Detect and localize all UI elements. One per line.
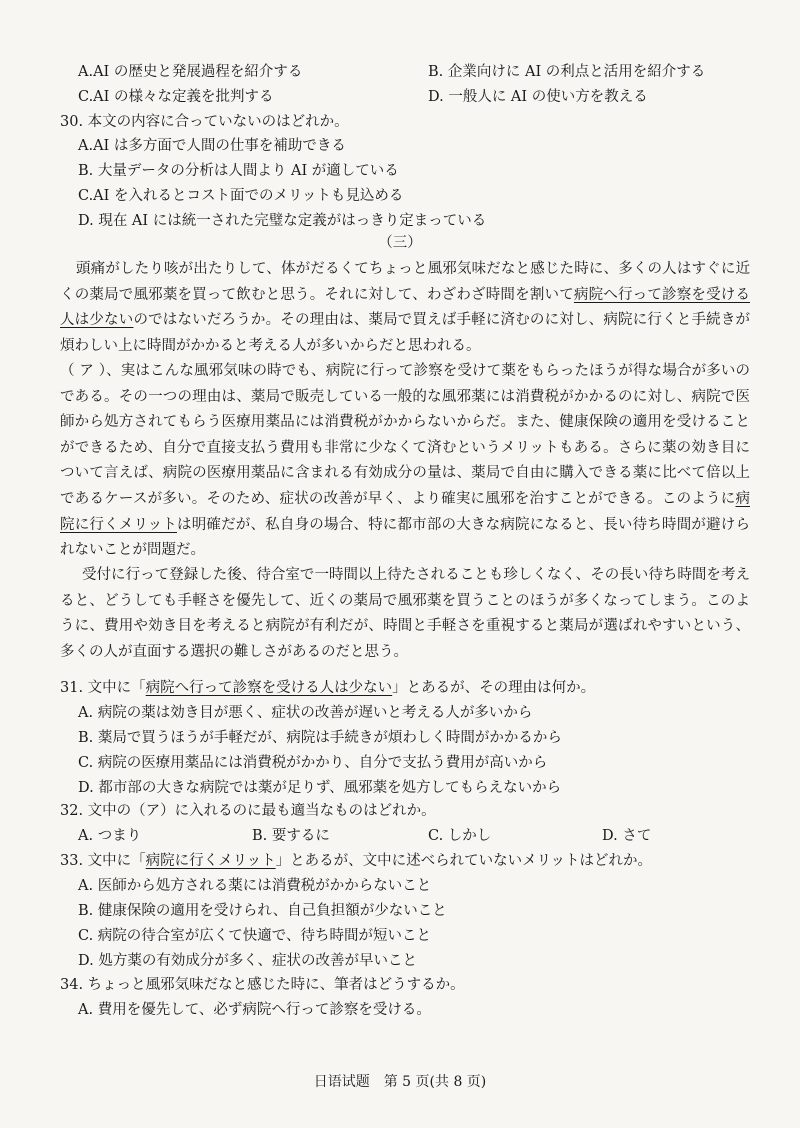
q31-stem-underline: 病院へ行って診察を受ける人は少ない: [145, 680, 393, 696]
q31-option-d: D. 都市部の大きな病院では薬が足りず、風邪薬を処方してもらえないから: [78, 780, 562, 796]
q30-option-c: C.AI を入れるとコスト面でのメリットも見込める: [78, 188, 404, 204]
q30-option-a: A.AI は多方面で人間の仕事を補助できる: [78, 138, 346, 154]
q31-stem-b: 」とあるが、その理由は何か。: [392, 680, 596, 696]
passage-p2-underline: 病院に行くメリット: [60, 490, 750, 533]
q30-option-b: B. 大量データの分析は人間より AI が適している: [78, 163, 399, 179]
q33-stem-underline: 病院に行くメリット: [145, 853, 276, 869]
q33-stem: [60, 851, 652, 871]
q31-option-a: A. 病院の薬は効き目が悪く、症状の改善が遅いと考える人が多いから: [78, 705, 533, 721]
section-title: （三）: [378, 235, 422, 251]
q33-option-c: C. 病院の待合室が広くて快適で、待ち時間が短いこと: [78, 928, 432, 944]
q33-stem-b: 」とあるが、文中に述べられていないメリットはどれか。: [275, 853, 653, 869]
q32-option-a: A. つまり: [78, 828, 142, 844]
prev-option-b: B. 企業向けに AI の利点と活用を紹介する: [428, 64, 706, 80]
prev-option-d: D. 一般人に AI の使い方を教える: [428, 89, 648, 105]
q32-option-d: D. さて: [602, 828, 652, 844]
passage-paragraph-2: [60, 359, 750, 564]
passage-p1-text-b: のではないだろうか。その理由は、薬局で買えば手軽に済むのに対し、病院に行くと手続きが煩わしい上に時間がかかると考える人が多いからだと思われる。: [60, 312, 751, 354]
q32-option-b: B. 要するに: [252, 828, 330, 844]
passage-p1-text-a: 頭痛がしたり咳が出たりして、体がだるくてちょっと風邪気味だなと感じた時に、多くの人はすぐに近くの薬局で風邪薬を買って飲むと思う。それに対して、わざわざ時間を割いて: [60, 261, 750, 303]
prev-option-c: C.AI の様々な定義を批判する: [78, 89, 274, 105]
q34-stem: 34. ちょっと風邪気味だなと感じた時に、筆者はどうするか。: [60, 977, 465, 993]
q30-option-d: D. 現在 AI には統一された完璧な定義がはっきり定まっている: [78, 213, 487, 229]
page-footer: 日语试题 第 5 页(共 8 页): [313, 1074, 487, 1090]
passage-paragraph-3: 受付に行って登録した後、待合室で一時間以上待たされることも珍しくなく、その長い待ち時間を考えると、どうしても手軽さを優先して、近くの薬局で風邪薬を買うことのほうが多くなってしまう。このように、費用や効き目を考えると病院が有利だが、時間と手軽さを重視すると薬局が選ばれやすいという、多くの人が直面する選択の難しさがあるのだと思う。: [60, 567, 750, 660]
passage-p1-underline: 病院へ行って診察を受ける人は少ない: [60, 286, 750, 329]
passage-paragraph-1: [60, 257, 750, 359]
q32-option-c: C. しかし: [428, 828, 492, 844]
q33-option-b: B. 健康保険の適用を受けられ、自己負担額が少ないこと: [78, 903, 447, 919]
q30-stem: 30. 本文の内容に合っていないのはどれか。: [60, 114, 349, 130]
q31-option-c: C. 病院の医療用薬品には消費税がかかり、自分で支払う費用が高いから: [78, 755, 548, 771]
q34-option-a: A. 費用を優先して、必ず病院へ行って診察を受ける。: [78, 1002, 431, 1018]
prev-option-a: A.AI の歴史と発展過程を紹介する: [78, 64, 303, 80]
q31-option-b: B. 薬局で買うほうが手軽だが、病院は手続きが煩わしく時間がかかるから: [78, 730, 562, 746]
q33-stem-a: 33. 文中に「: [60, 853, 146, 869]
passage-p2-text-b: は明確だが、私自身の場合、特に都市部の大きな病院になると、長い待ち時間が避けられないことが問題だ。: [60, 516, 750, 559]
q32-stem: 32. 文中の（ア）に入れるのに最も適当なものはどれか。: [60, 803, 436, 819]
q31-stem: [60, 678, 595, 698]
passage-p2-text-a: （ ア ）、実はこんな風邪気味の時でも、病院に行って診察を受けて薬をもらったほうが得な場合が多いのである。その一つの理由は、薬局で販売している一般的な風邪薬には消費税がかかるのに対し、病院で医師から処方されてもらう医療用薬品には消費税がかからないからだ。また、健康保険の適用を受けることができるため、自分で直接支払う費用も非常に少なくて済むというメリットもある。さらに薬の効き目について言えば、病院の医療用薬品に含まれる有効成分の量は、薬局で自由に購入できる薬に比べて倍以上であるケースが多い。そのため、症状の改善が早く、より確実に風邪を治すことができる。このように: [60, 363, 750, 507]
q33-option-d: D. 処方薬の有効成分が多く、症状の改善が早いこと: [78, 953, 418, 969]
q31-stem-a: 31. 文中に「: [60, 680, 146, 696]
q33-option-a: A. 医師から処方される薬には消費税がかからないこと: [78, 878, 432, 894]
